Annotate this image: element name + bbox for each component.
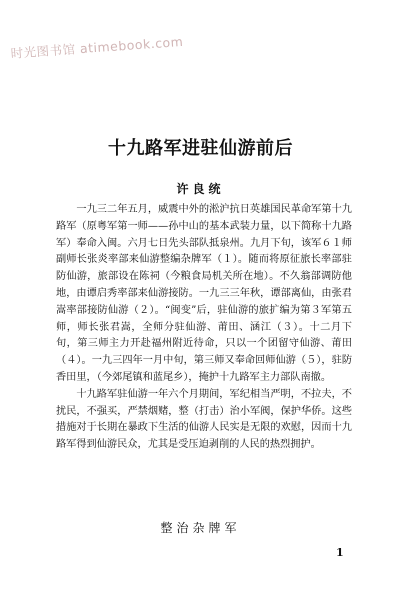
page-title: 十九路军进驻仙游前后 [108, 138, 293, 159]
author-name: 许良统 [176, 182, 225, 196]
watermark: 时光图书馆 atimebook.com [10, 33, 184, 61]
section-heading: 整治杂牌军 [160, 521, 241, 535]
page-number: 1 [336, 546, 344, 559]
paragraph-1: 一九三二年五月，威震中外的淞沪抗日英雄国民革命军第十九路军（原粤军第一师——孙中山的基本武装力量，以下简称十九路军）奉命入闽。六月七日先头部队抵泉州。九月下旬，该军６１师副师长张炎率部来仙游整编杂牌军（１）。随而将原征旅长率部驻防仙游，旅部设在陈祠（今粮食局机关所在地）。不久翁部调防他地，由谭启秀率部来仙游接防。一九三三年秋，谭部离仙，由张君嵩率部接防仙游（２）。“闽变”后，驻仙游的旅扩编为第３军第五师，师长张君嵩，全师分驻仙游、莆田、涵江（３）。十二月下旬，第三师主力开赴福州附近待命，只以一个团留守仙游、莆田（４）。一九三四年一月中旬，第三师又奉命回师仙游（５），驻防香田里，（今郊尾镇和蓝尾乡），掩护十九路军主力部队南撤。 [56, 204, 352, 383]
paragraph-2: 十九路军驻仙游一年六个月期间，军纪相当严明，不拉夫，不扰民，不强买，严禁烟赌，整（打击）治小军阀，保护华侨。这些措施对于长期在暴政下生活的仙游人民实是无限的欢慰，因而十九路军得到仙游民众，尤其是受压迫剥削的人民的热烈拥护。 [56, 388, 352, 451]
article-body [56, 202, 352, 454]
